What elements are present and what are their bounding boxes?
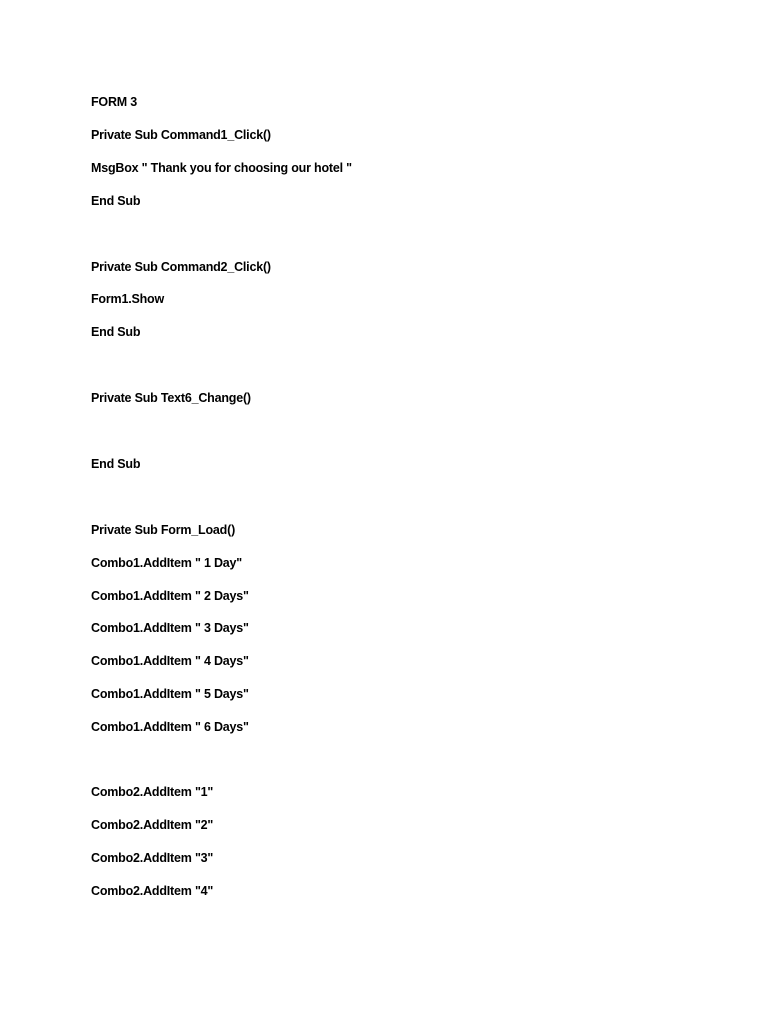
end-sub-line: End Sub [91,194,141,208]
combo2-additem-line: Combo2.AddItem "1" [91,785,214,799]
text6-change-sub-header: Private Sub Text6_Change() [91,391,251,405]
form1-show-line: Form1.Show [91,292,165,306]
combo2-additem-line: Combo2.AddItem "3" [91,851,214,865]
combo1-additem-line: Combo1.AddItem " 1 Day" [91,556,243,570]
form-load-sub-header: Private Sub Form_Load() [91,523,236,537]
combo1-additem-line: Combo1.AddItem " 2 Days" [91,589,249,603]
form-heading: FORM 3 [91,95,138,109]
end-sub-line: End Sub [91,457,141,471]
combo1-additem-line: Combo1.AddItem " 3 Days" [91,621,249,635]
combo2-additem-line: Combo2.AddItem "4" [91,884,214,898]
msgbox-line: MsgBox " Thank you for choosing our hotel " [91,161,352,175]
combo1-additem-line: Combo1.AddItem " 5 Days" [91,687,249,701]
command1-sub-header: Private Sub Command1_Click() [91,128,271,142]
combo2-additem-line: Combo2.AddItem "2" [91,818,214,832]
combo1-additem-line: Combo1.AddItem " 4 Days" [91,654,249,668]
end-sub-line: End Sub [91,325,141,339]
command2-sub-header: Private Sub Command2_Click() [91,260,271,274]
combo1-additem-line: Combo1.AddItem " 6 Days" [91,720,249,734]
